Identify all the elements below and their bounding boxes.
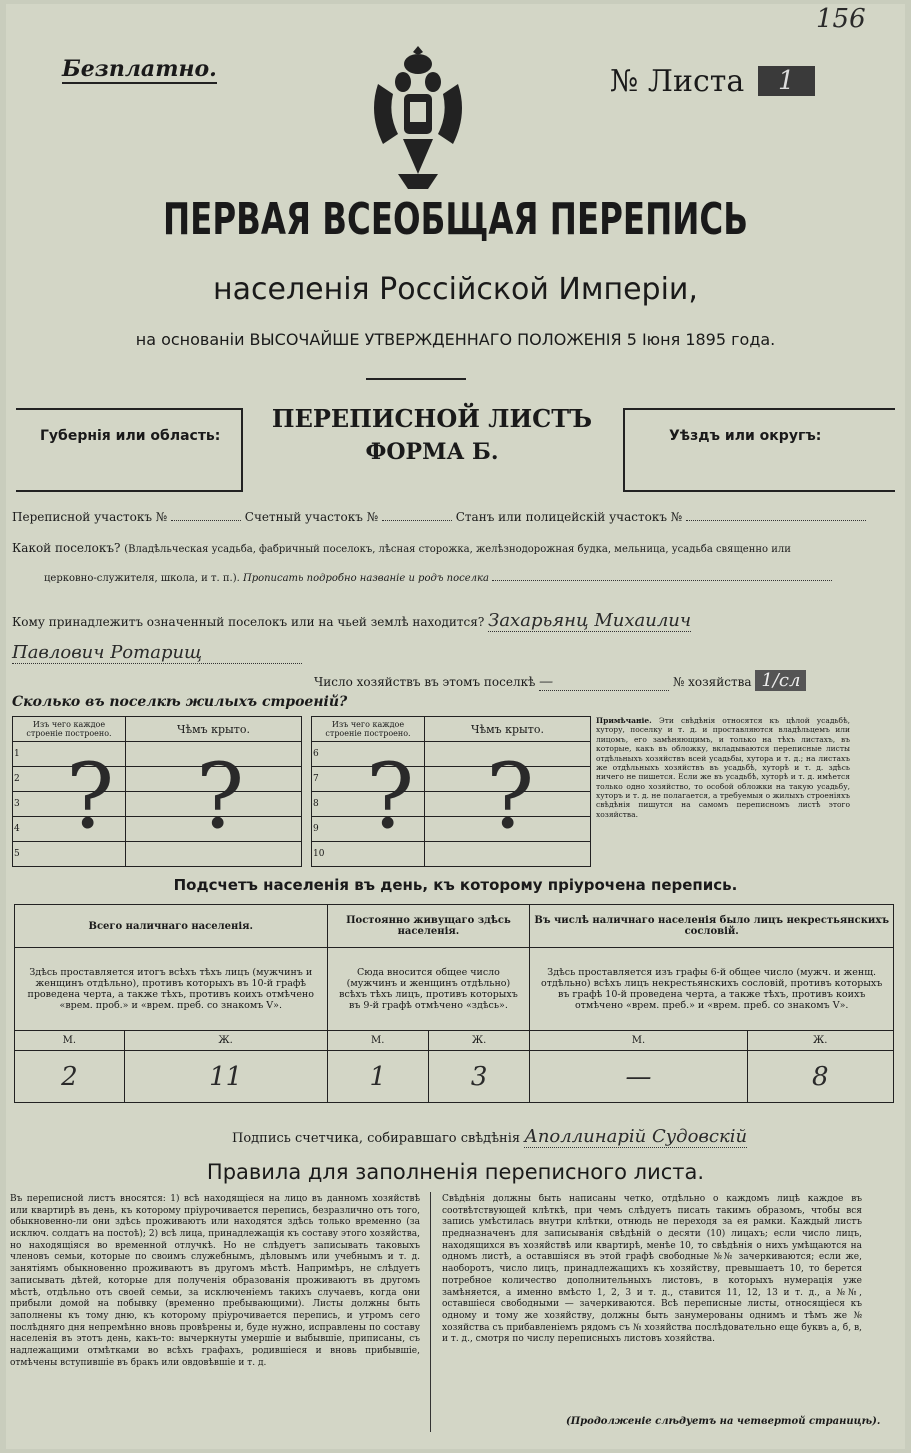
buildings-label: Сколько въ поселкѣ жилыхъ строеній? bbox=[12, 694, 348, 710]
eagle-emblem-icon bbox=[368, 44, 468, 194]
col2-title: Постоянно живущаго здѣсь населенія. bbox=[327, 905, 530, 948]
signature-value[interactable]: Аполлинарій Судовскій bbox=[524, 1126, 748, 1147]
male-header: М. bbox=[15, 1031, 125, 1051]
census-district-label: Переписной участокъ № bbox=[12, 510, 168, 524]
permanent-male-value[interactable]: 1 bbox=[327, 1051, 428, 1103]
permanent-female-value[interactable]: 3 bbox=[428, 1051, 529, 1103]
province-label: Губернія или область: bbox=[40, 428, 221, 444]
male-header: М. bbox=[530, 1031, 747, 1051]
settlement-row-2 bbox=[44, 573, 894, 584]
col3-title: Въ числѣ наличнаго населенія было лицъ некрестьянскихъ сословій. bbox=[530, 905, 894, 948]
rules-divider bbox=[430, 1192, 431, 1432]
signature-row bbox=[232, 1126, 747, 1147]
handwritten-mark: ? bbox=[366, 744, 415, 849]
col1-title: Всего наличнаго населенія. bbox=[15, 905, 328, 948]
settlement-row bbox=[12, 541, 897, 555]
signature-label: Подпись счетчика, собиравшаго свѣдѣнія bbox=[232, 1131, 521, 1146]
note-title: Примѣчаніе. bbox=[596, 716, 652, 725]
population-heading: Подсчетъ населенія въ день, къ которому пріурочена перепись. bbox=[173, 876, 738, 894]
population-table bbox=[14, 904, 894, 1103]
handwritten-mark: ? bbox=[486, 744, 535, 849]
free-label: Безплатно. bbox=[62, 56, 217, 82]
form-title: ПЕРЕПИСНОЙ ЛИСТЪ bbox=[271, 404, 593, 433]
nonpeasant-male-value[interactable]: — bbox=[530, 1051, 747, 1103]
camp-district-label: Станъ или полицейскій участокъ № bbox=[455, 510, 683, 524]
nonpeasant-female-value[interactable]: 8 bbox=[747, 1051, 893, 1103]
census-district-field[interactable] bbox=[171, 520, 241, 521]
sheet-number-label: № Листа bbox=[610, 64, 745, 99]
col1-desc: Здѣсь проставляется итогъ всѣхъ тѣхъ лицъ (мужчинъ и женщинъ отдѣльно), противъ которыхъ въ 10-й графѣ проведена черта, а также тѣхъ, противъ коихъ отмѣчено «врем. проб.» и «врем. преб. со знакомъ V». bbox=[15, 948, 328, 1031]
archive-page-number: 156 bbox=[816, 4, 866, 34]
male-header: М. bbox=[327, 1031, 428, 1051]
census-sheet bbox=[6, 4, 905, 1449]
settlement-hint-3: Прописать подробно названіе и родъ поселка bbox=[242, 573, 489, 584]
household-number-value[interactable]: 1/сл bbox=[755, 670, 806, 691]
col3-desc: Здѣсь проставляется изъ графы 6-й общее число (мужч. и женщ. отдѣльно) всѣхъ лицъ некрестьянскихъ сословій, противъ которыхъ въ графѣ 10-й проведена черта, а также тѣхъ, противъ коихъ отмѣчено «врем. преб.» и «врем. преб. со знакомъ V». bbox=[530, 948, 894, 1031]
rules-left-column: Въ переписной листъ вносятся: 1) всѣ находящіеся на лицо въ данномъ хозяйствѣ или квартирѣ въ день, къ которому пріурочивается перепись, безразлично отъ того, обыкновенно-ли они здѣсь проживаютъ или находятся здѣсь только временно (за исключ. солдатъ на постоѣ); 2) всѣ лица, принадлежащія къ составу этого хозяйства, но находящіяся во временной отлучкѣ. Но не слѣдуетъ записывать таковыхъ членовъ семьи, которые по своимъ служебнымъ, дѣловымъ или учебнымъ и т. д. занятіямъ обыкновенно проживаютъ въ другомъ мѣстѣ. Напримѣръ, не слѣдуетъ записывать дѣтей, которые для полученія образованія проживаютъ въ другомъ мѣстѣ, отдѣльно отъ своей семьи, за исключеніемъ такихъ случаевъ, когда они прибыли домой на побывку (временно пребывающими). Листы должны быть заполнены къ тому дню, къ которому пріурочивается перепись, и утромъ сего послѣдняго дня непремѣнно вновь провѣрены и, буде нужно, исправлены по составу населенія въ этотъ день, какъ-то: вычеркнуты умершіе и выбывшіе, приписаны, съ надлежащими отмѣтками во всѣхъ графахъ, родившіеся и вновь прибывшіе, отмѣчены вступившіе въ бракъ или овдовѣвшіе и т. д. bbox=[10, 1194, 420, 1368]
row-number: 3 bbox=[13, 792, 126, 817]
col-built-header: Изъ чего каждое строеніе построено. bbox=[13, 717, 126, 742]
col2-desc: Сюда вносится общее число (мужчинъ и женщинъ отдѣльно) всѣхъ тѣхъ лицъ, противъ которыхъ въ 9-й графѣ отмѣчено «здѣсь». bbox=[327, 948, 530, 1031]
row-number: 6 bbox=[312, 742, 425, 767]
settlement-hint-2: церковно-служителя, школа, и т. п.). bbox=[44, 573, 240, 584]
settlement-field[interactable] bbox=[492, 580, 832, 581]
note-text: Эти свѣдѣнія относятся къ цѣлой усадьбѣ, хутору, поселку и т. д. и проставляются владѣльцемъ или лицомъ, его замѣняющимъ, и только на тѣхъ листахъ, въ которые, какъ въ обложку, вкладываются переписные листы отдѣльныхъ хозяйствъ всей усадьбы, хутора и т. д.; на листахъ же отдѣльныхъ хозяйствъ въ усадьбѣ, хуторѣ и т. д. здѣсь ничего не пишется. Если же въ усадьбѣ, хуторѣ и т. д. имѣется только одно хозяйство, то особой обложки на такую усадьбу, хуторъ и т. д. не полагается, а требуемыя о жилыхъ строеніяхъ свѣдѣнія пишутся на самомъ переписномъ листѣ этого хозяйства. bbox=[596, 716, 850, 819]
owner-label: Кому принадлежитъ означенный поселокъ или на чьей землѣ находится? bbox=[12, 615, 485, 629]
rules-title: Правила для заполненія переписного листа. bbox=[206, 1160, 705, 1184]
owner-row bbox=[12, 610, 691, 631]
col-roof-header: Чѣмъ крыто. bbox=[126, 717, 302, 742]
col-roof-header: Чѣмъ крыто. bbox=[425, 717, 591, 742]
main-title: ПЕРВАЯ ВСЕОБЩАЯ ПЕРЕПИСЬ bbox=[163, 194, 748, 245]
households-label: Число хозяйствъ въ этомъ поселкѣ bbox=[314, 675, 536, 689]
form-title-block bbox=[242, 404, 622, 465]
sheet-number-value: 1 bbox=[758, 66, 815, 96]
district-label: Уѣздъ или округъ: bbox=[669, 428, 822, 444]
buildings-table-right bbox=[311, 716, 591, 867]
row-number: 8 bbox=[312, 792, 425, 817]
count-district-label: Счетный участокъ № bbox=[244, 510, 379, 524]
count-district-field[interactable] bbox=[382, 520, 452, 521]
settlement-label: Какой поселокъ? bbox=[12, 541, 121, 555]
province-box bbox=[16, 408, 243, 492]
camp-district-field[interactable] bbox=[686, 520, 866, 521]
col-built-header: Изъ чего каждое строеніе построено. bbox=[312, 717, 425, 742]
female-header: Ж. bbox=[428, 1031, 529, 1051]
district-box bbox=[623, 408, 895, 492]
households-value[interactable]: — bbox=[539, 674, 669, 691]
row-number: 1 bbox=[13, 742, 126, 767]
row-number: 4 bbox=[13, 817, 126, 842]
note-block bbox=[596, 716, 850, 819]
basis-line: на основаніи ВЫСОЧАЙШЕ УТВЕРЖДЕННАГО ПОЛОЖЕНІЯ 5 Іюня 1895 года. bbox=[135, 330, 776, 349]
total-male-value[interactable]: 2 bbox=[15, 1051, 125, 1103]
total-female-value[interactable]: 11 bbox=[124, 1051, 327, 1103]
female-header: Ж. bbox=[124, 1031, 327, 1051]
districts-row bbox=[12, 510, 892, 524]
handwritten-mark: ? bbox=[196, 744, 245, 849]
row-number: 7 bbox=[312, 767, 425, 792]
handwritten-mark: ? bbox=[66, 744, 115, 849]
row-number: 9 bbox=[312, 817, 425, 842]
female-header: Ж. bbox=[747, 1031, 893, 1051]
subtitle: населенія Россійской Имперіи, bbox=[213, 272, 698, 307]
owner-value-2[interactable]: Павлович Ротарищ bbox=[12, 642, 302, 664]
buildings-table-left bbox=[12, 716, 302, 867]
divider bbox=[366, 378, 466, 380]
continued-note: (Продолженіе слѣдуетъ на четвертой страницѣ). bbox=[566, 1416, 881, 1427]
row-number: 10 bbox=[312, 842, 425, 867]
household-number-label: № хозяйства bbox=[672, 675, 752, 689]
row-number: 2 bbox=[13, 767, 126, 792]
form-subtitle: ФОРМА Б. bbox=[365, 439, 499, 465]
rules-right-column: Свѣдѣнія должны быть написаны четко, отдѣльно о каждомъ лицѣ каждое въ соотвѣтствующей клѣткѣ, при чемъ слѣдуетъ писать такимъ образомъ, чтобы вся запись умѣстилась внутри клѣтки, отнюдь не переходя за ея рамки. Каждый листъ предназначенъ для записыванія свѣдѣній о десяти (10) лицахъ; если число лицъ, находящихся въ хозяйствѣ или квартирѣ, менѣе 10, то свѣдѣнія о нихъ умѣщаются на одномъ листѣ, а оставшіяся въ этой графѣ свободные №№ зачеркиваются; если же, наоборотъ, число лицъ, принадлежащихъ къ хозяйству, превышаетъ 10, то берется потребное количество дополнительныхъ листовъ, в которыхъ нумерація уже замѣняется, а именно вмѣсто 1, 2, 3 и т. д., ставится 11, 12, 13 и т. д., а №№, оставшіеся свободными — зачеркиваются. Всѣ переписные листы, относящіеся къ одному и тому же хозяйству, должны быть занумерованы однимъ и тѣмъ же № хозяйства съ прибавленіемъ рядомъ съ № хозяйства послѣдовательно еще буквъ а, б, в, и т. д., смотря по числу переписныхъ листовъ хозяйства. bbox=[442, 1194, 862, 1345]
row-number: 5 bbox=[13, 842, 126, 867]
settlement-hint: (Владѣльческая усадьба, фабричный поселокъ, лѣсная сторожка, желѣзнодорожная будка, мельница, усадьба священно или bbox=[124, 544, 791, 555]
owner-value-1[interactable]: Захарьянц Михаилич bbox=[488, 610, 692, 631]
households-row bbox=[314, 670, 806, 691]
